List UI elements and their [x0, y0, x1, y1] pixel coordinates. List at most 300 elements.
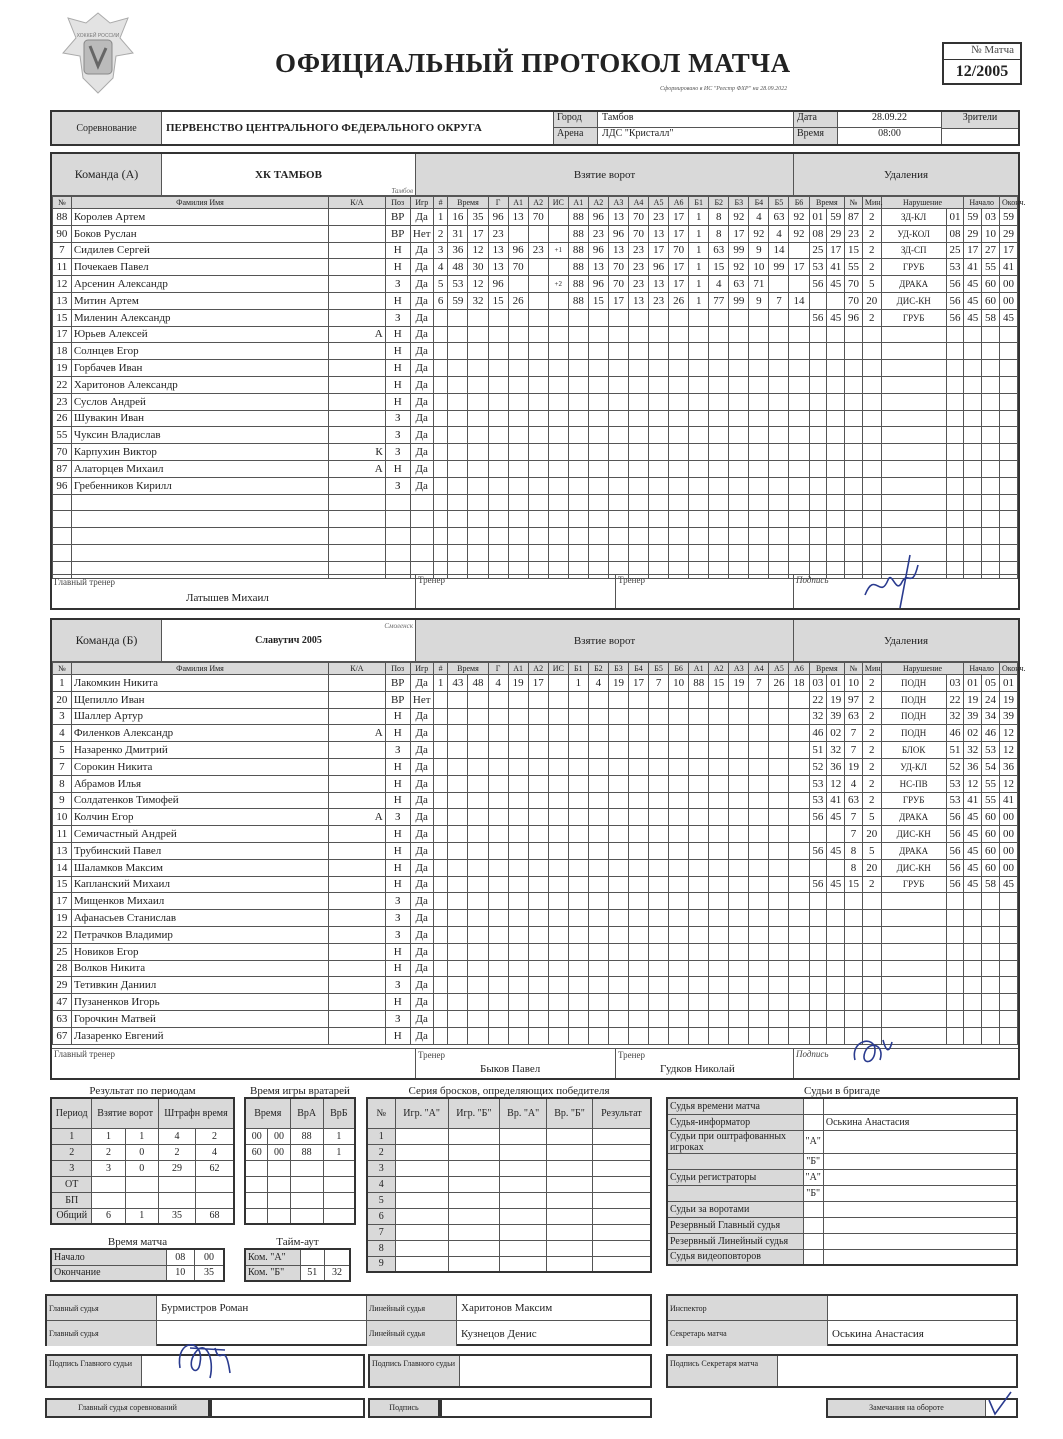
empty-cell — [689, 1010, 709, 1027]
player-col-header: Фамилия Имя — [71, 663, 328, 675]
venue-block — [554, 112, 794, 144]
empty-cell — [448, 994, 468, 1011]
player-role — [329, 292, 385, 309]
empty-cell — [729, 343, 749, 360]
gk-time-section — [244, 1085, 356, 1225]
penalty-cell: 5 — [862, 276, 881, 293]
table-row — [51, 1160, 234, 1176]
empty-cell — [881, 477, 946, 494]
empty-cell — [528, 708, 548, 725]
empty-cell — [689, 444, 709, 461]
empty-cell — [628, 876, 648, 893]
empty-cell — [964, 360, 982, 377]
empty-cell — [547, 1160, 592, 1176]
empty-cell — [568, 758, 588, 775]
empty-cell — [789, 477, 809, 494]
match-start-label: Начало — [51, 1249, 166, 1265]
empty-cell — [568, 725, 588, 742]
empty-cell — [53, 528, 72, 545]
empty-cell — [528, 758, 548, 775]
player-position: З — [385, 309, 410, 326]
empty-cell — [964, 528, 982, 545]
empty-cell — [488, 410, 508, 427]
empty-cell — [528, 276, 548, 293]
player-position: Н — [385, 343, 410, 360]
empty-cell — [508, 842, 528, 859]
empty-cell — [548, 1027, 568, 1044]
penalty-cell: 29 — [827, 225, 845, 242]
empty-cell — [608, 775, 628, 792]
table-row — [53, 842, 1018, 859]
empty-cell — [749, 859, 769, 876]
inspector-block — [666, 1294, 1018, 1346]
player-name: Петрачков Владимир — [71, 926, 328, 943]
team-a-signature-label: Подпись — [796, 575, 829, 585]
player-played: Да — [410, 393, 433, 410]
goal-cell: 17 — [669, 209, 689, 226]
empty-cell — [488, 309, 508, 326]
goal-col-header: А1 — [568, 197, 588, 209]
empty-cell — [568, 1010, 588, 1027]
goal-cell: 99 — [729, 292, 749, 309]
table-row — [53, 427, 1018, 444]
empty-cell — [245, 1192, 268, 1208]
empty-cell — [548, 859, 568, 876]
empty-cell — [508, 792, 528, 809]
empty-cell — [689, 742, 709, 759]
empty-cell — [433, 859, 448, 876]
empty-cell — [789, 410, 809, 427]
empty-cell — [433, 893, 448, 910]
penalty-cell: 41 — [999, 792, 1017, 809]
penalty-cell: 7 — [845, 826, 863, 843]
timeout-section — [244, 1236, 351, 1282]
empty-cell — [669, 444, 689, 461]
empty-cell — [395, 1192, 448, 1208]
empty-cell — [982, 1010, 1000, 1027]
empty-cell — [809, 360, 827, 377]
goal-cell: 12 — [468, 276, 488, 293]
empty-cell — [649, 460, 669, 477]
goal-cell: 3 — [433, 242, 448, 259]
empty-cell — [964, 943, 982, 960]
table-row — [53, 893, 1018, 910]
empty-cell — [809, 460, 827, 477]
empty-cell — [528, 309, 548, 326]
penalty-cell: 46 — [946, 725, 964, 742]
empty-cell — [689, 910, 709, 927]
empty-cell — [669, 725, 689, 742]
empty-cell — [789, 893, 809, 910]
goal-cell: 43 — [448, 675, 468, 692]
player-position: З — [385, 276, 410, 293]
empty-cell — [548, 708, 568, 725]
empty-cell — [749, 427, 769, 444]
table-row — [53, 926, 1018, 943]
empty-cell — [649, 859, 669, 876]
empty-cell — [608, 792, 628, 809]
date-block — [794, 112, 942, 144]
empty-cell — [845, 360, 863, 377]
penalty-cell: 5 — [862, 809, 881, 826]
empty-cell — [769, 943, 789, 960]
referee-role: Резервный Линейный судья — [667, 1233, 803, 1249]
line-ref-label-2: Линейный судья — [367, 1321, 457, 1346]
empty-cell — [769, 876, 789, 893]
empty-cell — [395, 1128, 448, 1144]
penalty-infraction: ГРУБ — [881, 792, 946, 809]
empty-cell — [689, 708, 709, 725]
goal-col-header: # — [433, 663, 448, 675]
empty-cell — [946, 893, 964, 910]
empty-cell — [749, 477, 769, 494]
empty-cell — [608, 1027, 628, 1044]
referee-name — [823, 1169, 1017, 1185]
empty-cell — [508, 427, 528, 444]
empty-cell — [592, 1144, 651, 1160]
empty-cell — [53, 544, 72, 561]
empty-cell — [608, 360, 628, 377]
goal-cell: 32 — [468, 292, 488, 309]
table-row — [367, 1160, 651, 1176]
empty-cell — [528, 1027, 548, 1044]
empty-cell — [395, 1256, 448, 1272]
empty-cell — [709, 775, 729, 792]
table-row — [53, 376, 1018, 393]
penalty-cell: 60 — [982, 842, 1000, 859]
team-a-coach-label: Тренер — [418, 575, 445, 585]
empty-cell — [568, 826, 588, 843]
empty-cell — [548, 994, 568, 1011]
empty-cell — [749, 977, 769, 994]
empty-cell — [982, 1027, 1000, 1044]
empty-cell — [999, 326, 1017, 343]
empty-cell — [433, 826, 448, 843]
empty-cell — [508, 494, 528, 511]
empty-cell — [729, 393, 749, 410]
empty-cell — [669, 343, 689, 360]
empty-cell — [548, 826, 568, 843]
empty-cell — [982, 994, 1000, 1011]
table-row — [245, 1192, 355, 1208]
empty-cell — [548, 675, 568, 692]
empty-cell — [749, 893, 769, 910]
empty-cell — [809, 859, 827, 876]
empty-cell — [845, 994, 863, 1011]
penalty-cell: 00 — [999, 859, 1017, 876]
empty-cell — [729, 511, 749, 528]
penalty-cell: 56 — [946, 826, 964, 843]
penalty-cell: 2 — [862, 225, 881, 242]
penalty-cell: 2 — [862, 209, 881, 226]
penalty-cell: 00 — [999, 809, 1017, 826]
empty-cell — [508, 725, 528, 742]
empty-cell — [946, 494, 964, 511]
player-role: К — [329, 444, 385, 461]
empty-cell — [628, 309, 648, 326]
player-role — [329, 826, 385, 843]
table-row — [367, 1240, 651, 1256]
empty-cell — [468, 859, 488, 876]
table-row — [367, 1256, 651, 1272]
empty-cell — [628, 326, 648, 343]
empty-cell — [964, 326, 982, 343]
player-played: Да — [410, 910, 433, 927]
empty-cell — [433, 326, 448, 343]
empty-cell — [508, 691, 528, 708]
goal-cell: 14 — [789, 292, 809, 309]
empty-cell — [448, 511, 468, 528]
period-cell: 29 — [158, 1160, 195, 1176]
penalty-cell: 32 — [809, 708, 827, 725]
player-role — [329, 792, 385, 809]
referee-role: Судьи при оштрафованных игроках — [667, 1130, 803, 1153]
penalty-cell: 58 — [982, 876, 1000, 893]
empty-cell — [709, 792, 729, 809]
gk-cell: 00 — [268, 1144, 290, 1160]
player-played: Да — [410, 876, 433, 893]
player-played: Да — [410, 775, 433, 792]
empty-cell — [608, 960, 628, 977]
empty-cell — [448, 842, 468, 859]
empty-cell — [769, 276, 789, 293]
empty-cell — [709, 544, 729, 561]
notes-checkmark-icon — [985, 1388, 1015, 1418]
timeout-title: Тайм-аут — [276, 1236, 319, 1248]
empty-cell — [809, 977, 827, 994]
penalty-cell: 54 — [982, 758, 1000, 775]
penalty-cell: 56 — [809, 876, 827, 893]
penalty-cell: 60 — [982, 859, 1000, 876]
player-played: Да — [410, 444, 433, 461]
empty-cell — [729, 876, 749, 893]
penalty-infraction: БЛОК — [881, 742, 946, 759]
empty-cell — [769, 775, 789, 792]
player-role — [329, 242, 385, 259]
empty-cell — [964, 544, 982, 561]
team-b-coach2: Гудков Николай — [660, 1063, 735, 1075]
penalty-cell: 2 — [862, 725, 881, 742]
empty-cell — [588, 775, 608, 792]
empty-cell — [608, 427, 628, 444]
empty-cell — [448, 691, 468, 708]
goal-cell: 92 — [729, 259, 749, 276]
empty-cell — [608, 393, 628, 410]
penalty-cell: 2 — [862, 691, 881, 708]
period-cell — [125, 1192, 158, 1208]
empty-cell — [468, 977, 488, 994]
empty-cell — [749, 826, 769, 843]
empty-cell — [982, 960, 1000, 977]
empty-cell — [749, 544, 769, 561]
player-played: Да — [410, 360, 433, 377]
empty-cell — [608, 494, 628, 511]
goal-cell: 10 — [749, 259, 769, 276]
player-position: Н — [385, 876, 410, 893]
empty-cell — [709, 842, 729, 859]
empty-cell — [729, 826, 749, 843]
goal-cell: 13 — [628, 292, 648, 309]
empty-cell — [709, 528, 729, 545]
goal-cell: 99 — [729, 242, 749, 259]
penalty-cell: 45 — [964, 292, 982, 309]
empty-cell — [433, 494, 448, 511]
penalty-infraction: ПОДН — [881, 691, 946, 708]
empty-cell — [395, 1176, 448, 1192]
player-name: Карпухин Виктор — [71, 444, 328, 461]
empty-cell — [592, 1128, 651, 1144]
shootout-col-pb: Игр. "Б" — [448, 1098, 499, 1128]
referee-side: "Б" — [803, 1185, 823, 1201]
penalty-cell: 02 — [964, 725, 982, 742]
periods-table — [50, 1097, 235, 1225]
goal-cell: 88 — [568, 209, 588, 226]
empty-cell — [268, 1208, 290, 1224]
penalty-cell: 2 — [862, 242, 881, 259]
empty-cell — [448, 708, 468, 725]
empty-cell — [669, 876, 689, 893]
shootout-col-no: № — [367, 1098, 395, 1128]
empty-cell — [628, 444, 648, 461]
empty-cell — [689, 460, 709, 477]
empty-cell — [448, 977, 468, 994]
empty-cell — [862, 994, 881, 1011]
empty-cell — [881, 427, 946, 444]
empty-cell — [488, 544, 508, 561]
empty-cell — [528, 826, 548, 843]
empty-cell — [433, 758, 448, 775]
player-number: 15 — [53, 309, 72, 326]
empty-cell — [448, 725, 468, 742]
empty-cell — [588, 792, 608, 809]
empty-cell — [628, 842, 648, 859]
player-position: Н — [385, 758, 410, 775]
match-start-m: 00 — [195, 1249, 224, 1265]
penalty-col-header: Нарушение — [881, 663, 964, 675]
empty-cell — [881, 343, 946, 360]
goal-cell: 16 — [448, 209, 468, 226]
empty-cell — [769, 910, 789, 927]
empty-cell — [488, 708, 508, 725]
period-cell: 0 — [125, 1160, 158, 1176]
empty-cell — [649, 376, 669, 393]
player-name: Юрьев Алексей — [71, 326, 328, 343]
penalty-cell: 17 — [827, 242, 845, 259]
empty-cell — [789, 343, 809, 360]
empty-cell — [669, 792, 689, 809]
empty-cell — [71, 544, 328, 561]
empty-cell — [749, 511, 769, 528]
goal-cell: 96 — [588, 276, 608, 293]
empty-cell — [548, 960, 568, 977]
penalty-cell: 96 — [845, 309, 863, 326]
empty-cell — [488, 477, 508, 494]
empty-cell — [789, 494, 809, 511]
table-row — [53, 994, 1018, 1011]
empty-cell — [568, 393, 588, 410]
empty-cell — [649, 494, 669, 511]
empty-cell — [827, 410, 845, 427]
player-played: Да — [410, 259, 433, 276]
empty-cell — [669, 494, 689, 511]
penalty-cell: 97 — [845, 691, 863, 708]
player-position: ВР — [385, 675, 410, 692]
empty-cell — [709, 758, 729, 775]
penalty-infraction: ПОДН — [881, 708, 946, 725]
line-ref-label-1: Линейный судья — [367, 1296, 457, 1320]
penalty-cell: 45 — [964, 276, 982, 293]
goal-cell: 13 — [649, 225, 669, 242]
empty-cell — [488, 842, 508, 859]
penalty-infraction: ЗД-КЛ — [881, 209, 946, 226]
empty-cell — [749, 775, 769, 792]
penalty-infraction: ДИС-КН — [881, 826, 946, 843]
player-number: 26 — [53, 410, 72, 427]
goal-cell: 53 — [448, 276, 468, 293]
empty-cell — [789, 876, 809, 893]
empty-cell — [789, 326, 809, 343]
empty-cell — [749, 393, 769, 410]
penalty-cell: 45 — [964, 309, 982, 326]
penalty-cell: 19 — [999, 691, 1017, 708]
empty-cell — [669, 309, 689, 326]
empty-cell — [964, 1010, 982, 1027]
goal-cell: 17 — [789, 259, 809, 276]
empty-cell — [709, 893, 729, 910]
empty-cell — [500, 1240, 547, 1256]
empty-cell — [667, 1153, 803, 1169]
table-row — [53, 725, 1018, 742]
penalty-col-header: Нарушение — [881, 197, 964, 209]
empty-cell — [809, 544, 827, 561]
referee-name — [823, 1098, 1017, 1114]
empty-cell — [689, 309, 709, 326]
player-number: 88 — [53, 209, 72, 226]
goal-cell: 92 — [749, 225, 769, 242]
empty-cell — [881, 494, 946, 511]
empty-cell — [789, 427, 809, 444]
empty-cell — [999, 960, 1017, 977]
team-b-section — [50, 618, 1026, 1080]
penalty-cell: 17 — [999, 242, 1017, 259]
penalty-infraction: ДРАКА — [881, 276, 946, 293]
empty-cell — [946, 477, 964, 494]
empty-cell — [508, 225, 528, 242]
empty-cell — [789, 242, 809, 259]
empty-cell — [669, 360, 689, 377]
empty-cell — [729, 326, 749, 343]
player-col-header: № — [53, 663, 72, 675]
empty-cell — [508, 444, 528, 461]
empty-cell — [568, 511, 588, 528]
penalty-cell: 8 — [845, 859, 863, 876]
empty-cell — [488, 859, 508, 876]
empty-cell — [385, 511, 410, 528]
penalty-cell: 00 — [999, 292, 1017, 309]
player-name: Филенков Александр — [71, 725, 328, 742]
goal-cell: 88 — [689, 675, 709, 692]
empty-cell — [468, 528, 488, 545]
goal-col-header: А6 — [669, 197, 689, 209]
goal-cell: 23 — [588, 225, 608, 242]
penalty-cell: 55 — [982, 259, 1000, 276]
empty-cell — [946, 427, 964, 444]
player-position: З — [385, 444, 410, 461]
empty-cell — [448, 343, 468, 360]
player-role — [329, 343, 385, 360]
empty-cell — [608, 477, 628, 494]
empty-cell — [649, 910, 669, 927]
